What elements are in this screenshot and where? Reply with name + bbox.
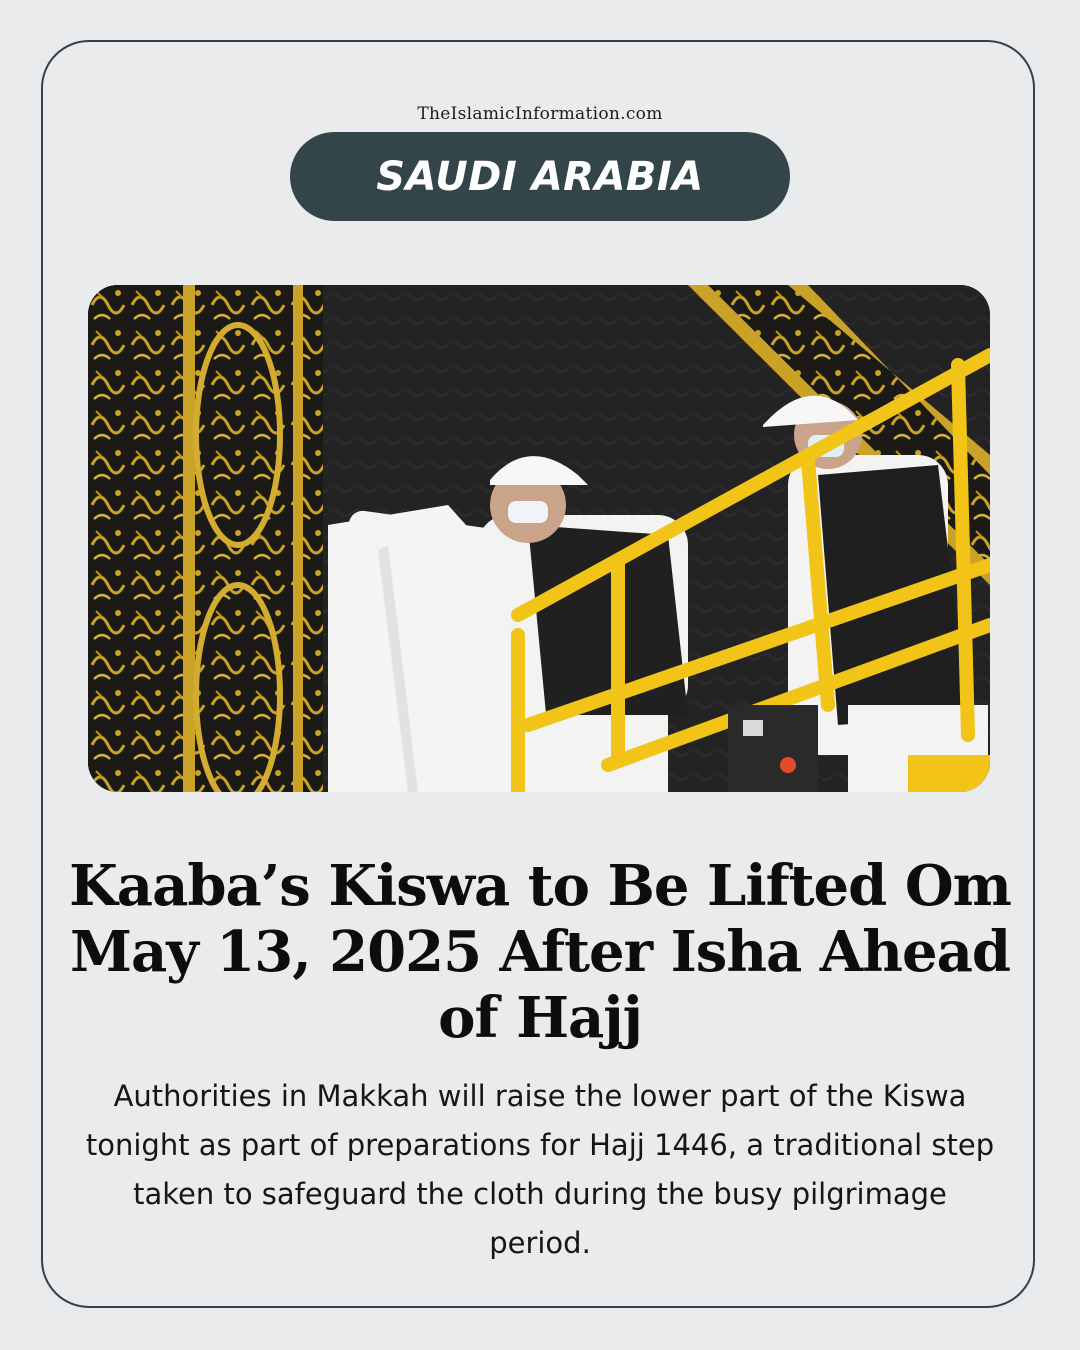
summary: Authorities in Makkah will raise the lower part of the Kiswa tonight as part of preparations for Hajj 1446, a traditional step taken to safeguard the cloth during the busy pilgrimage period. <box>85 1079 995 1260</box>
headline: Kaaba’s Kiswa to Be Lifted Om May 13, 2025 After Isha Ahead of Hajj <box>69 853 1011 1051</box>
category-label: SAUDI ARABIA <box>376 153 704 200</box>
category-badge <box>290 132 790 221</box>
workers-raising-kiswa-photo <box>88 285 990 792</box>
site-name: TheIslamicInformation.com <box>417 104 663 124</box>
control-panel <box>728 705 818 792</box>
